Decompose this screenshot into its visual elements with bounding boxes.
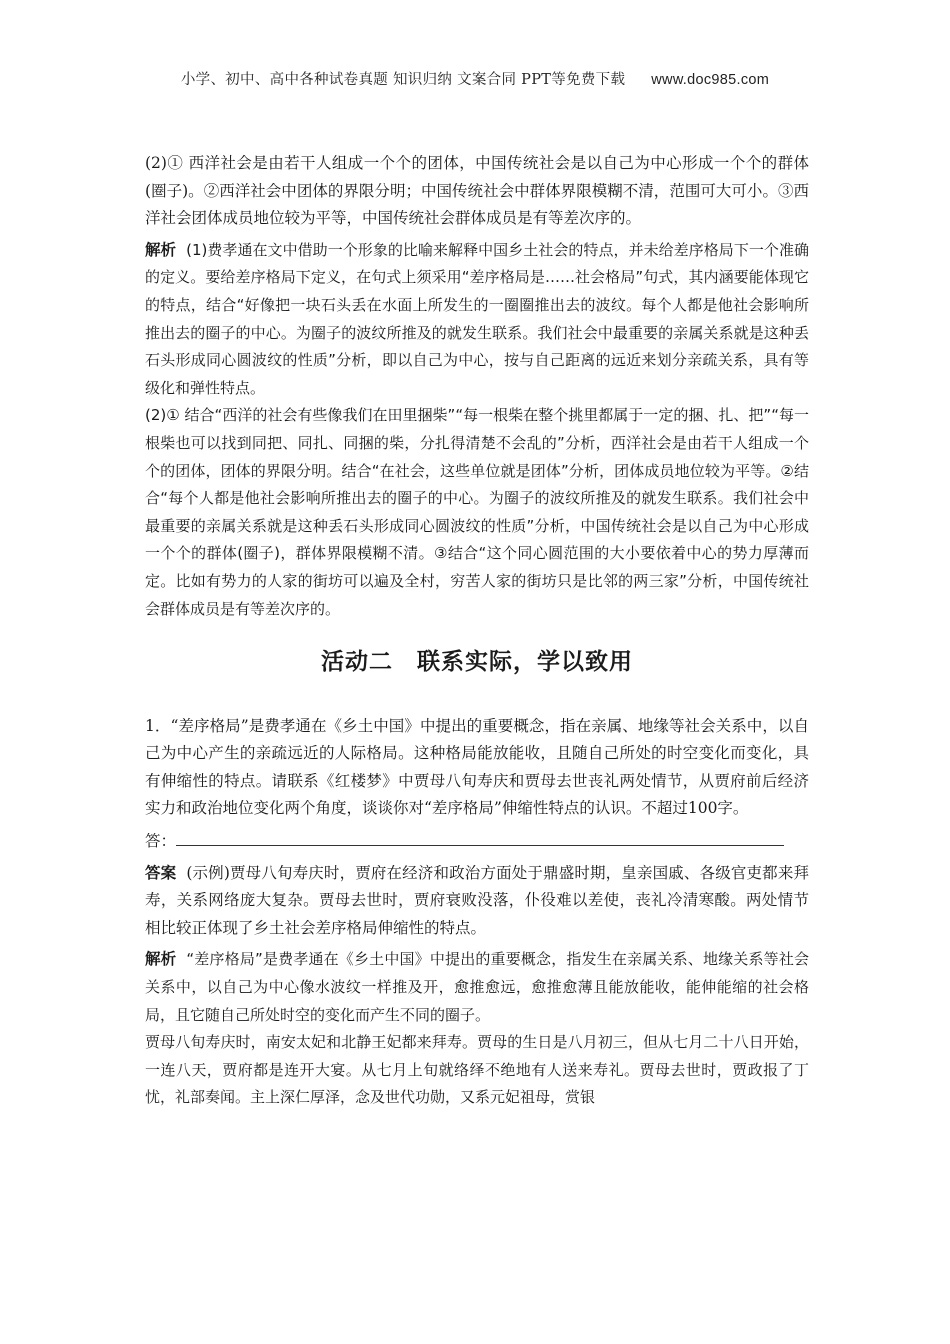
header-site-link[interactable]: www.doc985.com xyxy=(651,72,770,88)
question-analysis-paragraph-1 xyxy=(145,946,809,1029)
analysis-text-1: (1)费孝通在文中借助一个形象的比喻来解释中国乡土社会的特点，并未给差序格局下一个准确的定义。要给差序格局下定义，在句式上须采用“差序格局是……社会格局”句式，其内涵要能体现它的特点，结合“好像把一块石头丢在水面上所发生的一圈圈推出去的波纹。每个人都是他社会影响所推出去的圈子的中心。为圈子的波纹所推及的就发生联系。我们社会中最重要的亲属关系就是这种丢石头形成同心圆波纹的性质”分析，即以自己为中心，按与自己距离的远近来划分亲疏关系，具有等级化和弹性特点。 xyxy=(145,240,809,397)
question-1: 1．“差序格局”是费孝通在《乡土中国》中提出的重要概念，指在亲属、地缘等社会关系中，以自己为中心产生的亲疏远近的人际格局。这种格局能放能收，且随自己所处的时空变化而变化，具有伸缩性的特点。请联系《红楼梦》中贾母八旬寿庆和贾母去世丧礼两处情节，从贾府前后经济实力和政治地位变化两个角度，谈谈你对“差序格局”伸缩性特点的认识。不超过100字。 xyxy=(145,716,809,818)
answer-label: 答案 xyxy=(145,864,177,882)
section-title: 活动二 联系实际，学以致用 xyxy=(321,649,633,676)
answer-paragraph xyxy=(145,860,809,943)
analysis-paragraph-2: (2)① 结合“西洋的社会有些像我们在田里捆柴”“每一根柴在整个挑里都属于一定的捆、扎、把”“每一根柴也可以找到同把、同扎、同捆的柴，分扎得清楚不会乱的”分析，西洋社会是由若干人组成一个个的团体，团体的界限分明。结合“在社会，这些单位就是团体”分析，团体成员地位较为平等。②结合“每个人都是他社会影响所推出去的圈子的中心。为圈子的波纹所推及的就发生联系。我们社会中最重要的亲属关系就是这种丢石头形成同心圆波纹的性质”分析，中国传统社会是以自己为中心形成一个个的群体(圈子)，群体界限模糊不清。③结合“这个同心圆范围的大小要依着中心的势力厚薄而定。比如有势力的人家的街坊可以遍及全村，穷苦人家的街坊只是比邻的两三家”分析，中国传统社会群体成员是有等差次序的。 xyxy=(145,406,809,618)
document-body xyxy=(145,150,809,1112)
answer-prompt: 答： xyxy=(145,832,177,851)
answer-prompt-row xyxy=(145,827,809,856)
page-header xyxy=(0,68,950,89)
header-text: 小学、初中、高中各种试卷真题 知识归纳 文案合同 PPT等免费下载 xyxy=(180,72,626,88)
answer-blank-line[interactable] xyxy=(176,827,784,846)
answer-text: (示例)贾母八旬寿庆时，贾府在经济和政治方面处于鼎盛时期，皇亲国戚、各级官吏都来拜寿，关系网络庞大复杂。贾母去世时，贾府衰败没落，仆役难以差使，丧礼冷清寒酸。两处情节相比较正体现了乡土社会差序格局伸缩性的特点。 xyxy=(145,863,809,937)
question-analysis-text-1: “差序格局”是费孝通在《乡土中国》中提出的重要概念，指发生在亲属关系、地缘关系等社会关系中，以自己为中心像水波纹一样推及开，愈推愈远，愈推愈薄且能放能收，能伸能缩的社会格局，且它随自己所处时空的变化而产生不同的圈子。 xyxy=(145,950,809,1024)
answer-part2: (2)① 西洋社会是由若干人组成一个个的团体，中国传统社会是以自己为中心形成一个个的群体(圈子)。②西洋社会中团体的界限分明；中国传统社会中群体界限模糊不清，范围可大可小。③西洋社会团体成员地位较为平等，中国传统社会群体成员是有等差次序的。 xyxy=(145,154,809,228)
question-analysis-label: 解析 xyxy=(145,951,177,969)
analysis-label: 解析 xyxy=(145,241,177,259)
question-analysis-paragraph-2: 贾母八旬寿庆时，南安太妃和北静王妃都来拜寿。贾母的生日是八月初三，但从七月二十八日开始，一连八天，贾府都是连开大宴。从七月上旬就络绎不绝地有人送来寿礼。贾母去世时，贾政报了丁忧，礼部奏闻。主上深仁厚泽，念及世代功勋，又系元妃祖母，赏银 xyxy=(145,1033,809,1107)
analysis-paragraph-1 xyxy=(145,237,809,403)
